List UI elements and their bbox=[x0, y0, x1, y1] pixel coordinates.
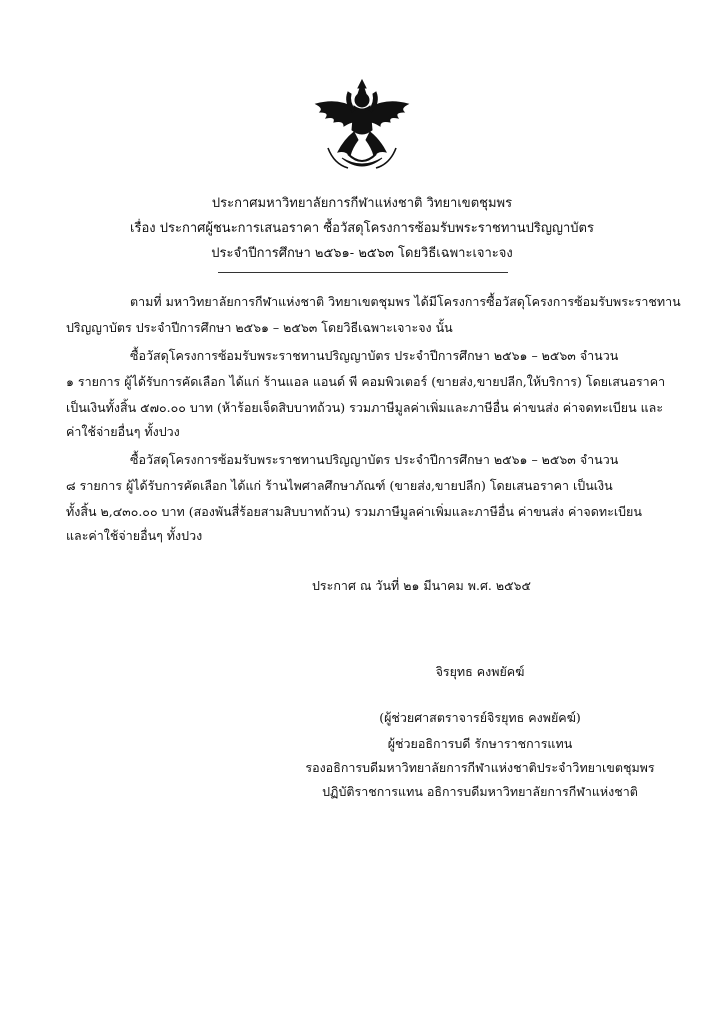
garuda-emblem-icon bbox=[308, 78, 416, 178]
paragraph-2-line-4: ค่าใช้จ่ายอื่นๆ ทั้งปวง bbox=[66, 424, 180, 439]
announcement-date: ประกาศ ณ วันที่ ๒๑ มีนาคม พ.ศ. ๒๕๖๕ bbox=[312, 578, 531, 593]
header-line-1: ประกาศมหาวิทยาลัยการกีฬาแห่งชาติ วิทยาเขตชุมพร bbox=[211, 196, 513, 211]
header-line-2: เรื่อง ประกาศผู้ชนะการเสนอราคา ซื้อวัสดุโครงการซ้อมรับพระราชทานปริญญาบัตร bbox=[130, 221, 594, 236]
paragraph-2-line-1: ซื้อวัสดุโครงการซ้อมรับพระราชทานปริญญาบัตร ประจำปีการศึกษา ๒๕๖๑ – ๒๕๖๓ จำนวน bbox=[130, 348, 619, 363]
paragraph-2-line-3: เป็นเงินทั้งสิ้น ๕๗๐.๐๐ บาท (ห้าร้อยเจ็ดสิบบาทถ้วน) รวมภาษีมูลค่าเพิ่มและภาษีอื่น ค่าขนส่ง ค่าจดทะเบียน และ bbox=[66, 400, 664, 415]
header-divider bbox=[218, 272, 508, 273]
paragraph-2-line-2: ๑ รายการ ผู้ได้รับการคัดเลือก ได้แก่ ร้านแอล แอนด์ พี คอมพิวเตอร์ (ขายส่ง,ขายปลีก,ให้บริการ) โดยเสนอราคา bbox=[66, 374, 666, 389]
paragraph-3-line-3: ทั้งสิ้น ๒,๔๓๐.๐๐ บาท (สองพันสี่ร้อยสามสิบบาทถ้วน) รวมภาษีมูลค่าเพิ่มและภาษีอื่น ค่าขนส่ง ค่าจดทะเบียน bbox=[66, 504, 642, 519]
paragraph-1-line-1: ตามที่ มหาวิทยาลัยการกีฬาแห่งชาติ วิทยาเขตชุมพร ได้มีโครงการซื้อวัสดุโครงการซ้อมรับพระราชทาน bbox=[130, 294, 681, 309]
signatory-full-name: (ผู้ช่วยศาสตราจารย์จิรยุทธ คงพยัคฆ์) bbox=[379, 710, 581, 725]
paragraph-3-line-4: และค่าใช้จ่ายอื่นๆ ทั้งปวง bbox=[66, 528, 203, 543]
paragraph-3-line-2: ๘ รายการ ผู้ได้รับการคัดเลือก ได้แก่ ร้านไพศาลศึกษาภัณฑ์ (ขายส่ง,ขายปลีก) โดยเสนอราคา เป็นเงิน bbox=[66, 478, 613, 493]
header-line-3: ประจำปีการศึกษา ๒๕๖๑- ๒๕๖๓ โดยวิธีเฉพาะเจาะจง bbox=[211, 246, 513, 261]
paragraph-3-line-1: ซื้อวัสดุโครงการซ้อมรับพระราชทานปริญญาบัตร ประจำปีการศึกษา ๒๕๖๑ – ๒๕๖๓ จำนวน bbox=[130, 452, 619, 467]
signatory-position-2: รองอธิการบดีมหาวิทยาลัยการกีฬาแห่งชาติประจำวิทยาเขตชุมพร bbox=[305, 760, 655, 775]
paragraph-1-line-2: ปริญญาบัตร ประจำปีการศึกษา ๒๕๖๑ – ๒๕๖๓ โดยวิธีเฉพาะเจาะจง นั้น bbox=[66, 320, 453, 335]
signatory-position-3: ปฏิบัติราชการแทน อธิการบดีมหาวิทยาลัยการกีฬาแห่งชาติ bbox=[322, 784, 638, 799]
signatory-position-1: ผู้ช่วยอธิการบดี รักษาราชการแทน bbox=[387, 736, 573, 751]
signature-name: จิรยุทธ คงพยัคฆ์ bbox=[435, 664, 525, 679]
